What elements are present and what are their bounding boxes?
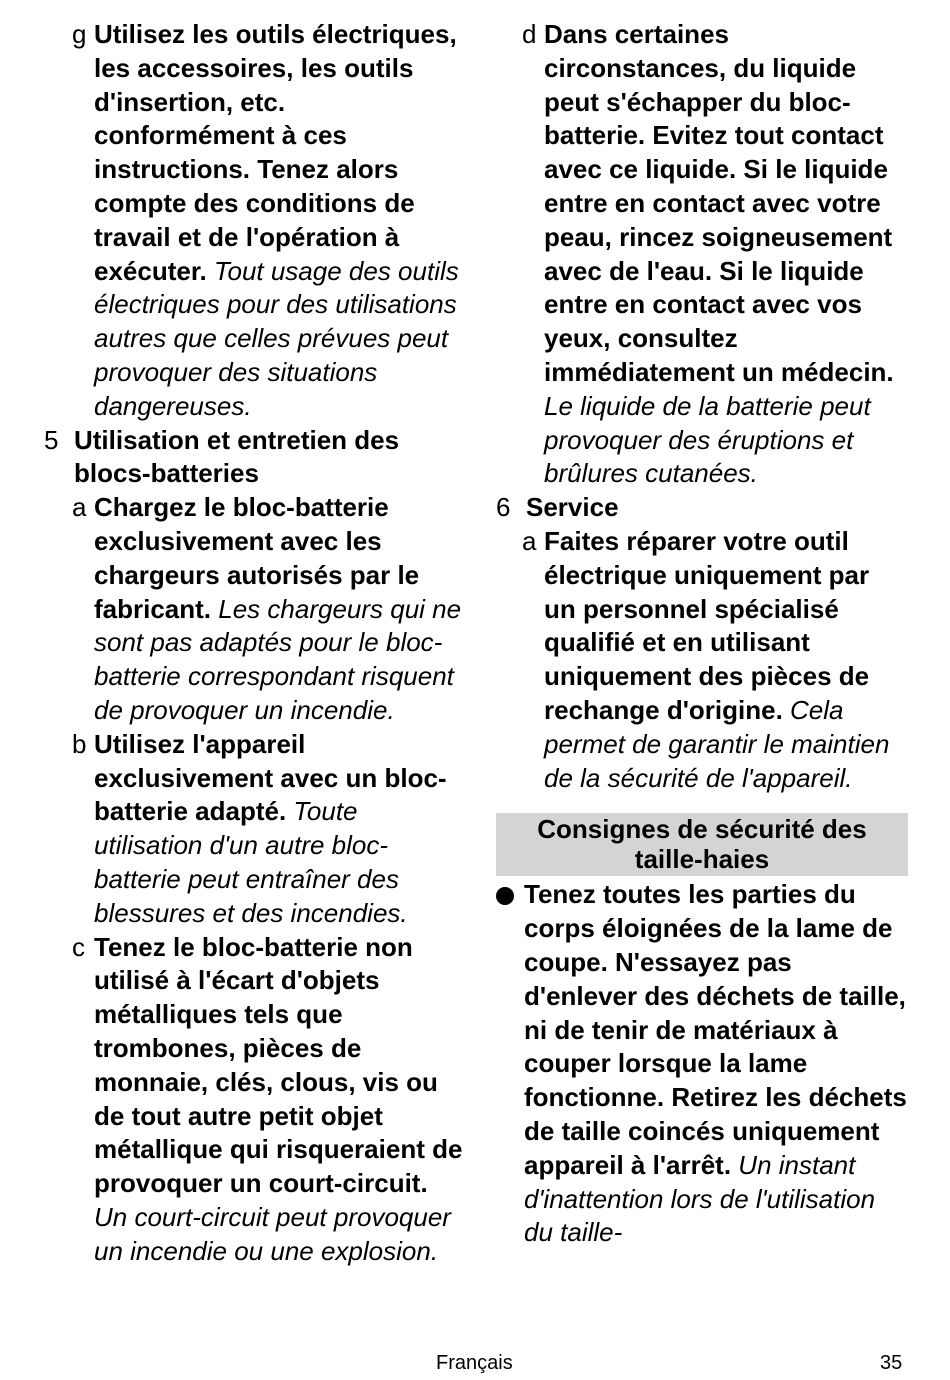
instruction-bold-text: Chargez le bloc-batterie exclusivement avec les chargeurs autorisés par le fabricant. — [94, 492, 420, 624]
instruction-item-a-service — [496, 525, 908, 795]
instruction-bold-text: Tenez le bloc-batterie non utilisé à l'écart d'objets métalliques tels que trombones, pièces de monnaie, clés, clous, vis ou de tout autre petit objet métallique qui risqueraient de provoquer un court-circuit. — [94, 931, 463, 1199]
bullet-dot-icon — [496, 887, 514, 905]
section-6-heading — [496, 491, 908, 525]
item-letter: a — [72, 492, 87, 523]
bullet-italic-text: Un instant d'inattention lors de l'utilisation du taille- — [524, 1149, 876, 1248]
right-column — [496, 18, 908, 1250]
item-letter: g — [72, 19, 87, 49]
bullet-bold-text: Tenez toutes les parties du corps éloignées de la lame de coupe. N'essayez pas d'enlever des déchets de taille, ni de tenir de matériaux à couper lorsque la lame fonctionne. Retirez les déchets de taille coincés uniquement appareil à l'arrêt. — [524, 879, 907, 1180]
instruction-bold-text: Faites réparer votre outil électrique uniquement par un personnel spécialisé qualifié et en utilisant uniquement des pièces de rechange d'origine. — [544, 525, 870, 725]
item-letter: b — [72, 728, 87, 759]
instruction-bold-text: Dans certaines circonstances, du liquide peut s'échapper du bloc-batterie. Evitez tout contact avec ce liquide. Si le liquide entre en contact avec votre peau, rincez soigneusement avec de l'eau. Si le liquide entre en contact avec vos yeux, consultez immédiatement un médecin. — [544, 19, 894, 387]
instruction-item-c — [44, 931, 464, 1269]
instruction-italic-text: Toute utilisation d'un autre bloc-batterie peut entraîner des blessures et des incendies. — [94, 796, 408, 928]
instruction-italic-text: Le liquide de la batterie peut provoquer des éruptions et brûlures cutanées. — [544, 390, 871, 489]
instruction-item-d — [496, 18, 908, 491]
safety-bullet-item — [496, 878, 908, 1250]
left-column — [44, 18, 464, 1268]
item-letter: a — [522, 525, 537, 556]
section-title: Utilisation et entretien des blocs-batteries — [74, 424, 400, 489]
section-number: 6 — [496, 492, 511, 523]
instruction-item-a — [44, 491, 464, 728]
instruction-item-b — [44, 728, 464, 931]
hedge-trimmer-safety-heading: Consignes de sécurité des taille-haies — [496, 813, 908, 876]
section-title: Service — [526, 492, 619, 523]
footer-language: Français — [436, 1352, 513, 1374]
instruction-italic-text: Tout usage des outils électriques pour des utilisations autres que celles prévues peut provoquer des situations dangereuses. — [94, 255, 459, 421]
instruction-italic-text: Les chargeurs qui ne sont pas adaptés pour le bloc-batterie correspondant risquent de provoquer un incendie. — [94, 593, 462, 725]
item-letter: c — [72, 931, 85, 962]
instruction-bold-text: Utilisez l'appareil exclusivement avec un bloc-batterie adapté. — [94, 728, 447, 827]
instruction-item-g — [44, 18, 464, 424]
instruction-italic-text: Un court-circuit peut provoquer un incendie ou une explosion. — [94, 1201, 451, 1266]
item-letter: d — [522, 19, 537, 49]
section-number: 5 — [44, 424, 59, 455]
instruction-italic-text: Cela permet de garantir le maintien de la sécurité de l'appareil. — [544, 694, 890, 793]
section-5-heading — [44, 424, 464, 492]
instruction-bold-text: Utilisez les outils électriques, les accessoires, les outils d'insertion, etc. conformément à ces instructions. Tenez alors compte des conditions de travail et de l'opération à exécuter. — [94, 19, 457, 286]
page-number: 35 — [880, 1352, 903, 1374]
